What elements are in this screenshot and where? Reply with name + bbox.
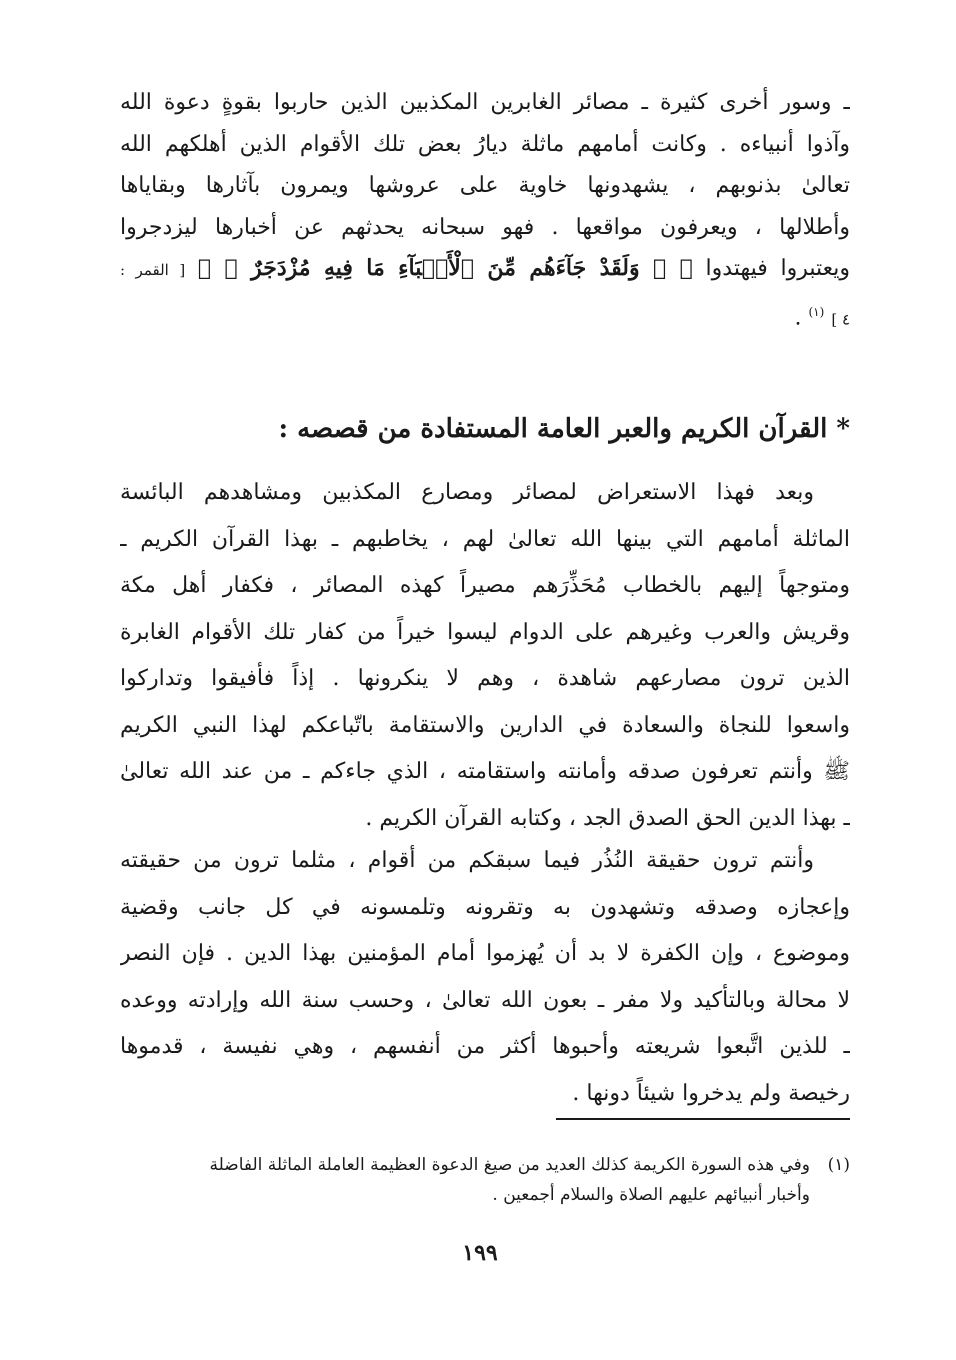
text-line: ـ للذين اتَّبعوا شريعته وأحبوها أكثر من أنفسهم ، وهي نفيسة ، قدموها <box>120 1034 850 1059</box>
footnote-line: وفي هذه السورة الكريمة كذلك العديد من صيغ الدعوة العظيمة العاملة الماثلة الفاضلة <box>209 1155 810 1175</box>
text-line: ﷺ وأنتم تعرفون صدقه وأمانته واستقامته ، الذي جاءكم ـ من عند الله تعالىٰ <box>120 759 850 784</box>
paragraph-3 <box>120 838 850 1117</box>
text-line: ومتوجهاً إليهم بالخطاب مُحَذِّرَهم مصيراً كهذه المصائر ، فكفار أهل مكة <box>120 573 850 598</box>
footnote-row <box>136 1150 850 1210</box>
text-line: تعالىٰ بذنوبهم ، يشهدونها خاوية على عروشها ويمرون بآثارها وبقاياها <box>120 173 850 198</box>
paragraph-2 <box>120 470 850 842</box>
text-line: رخيصة ولم يدخروا شيئاً دونها . <box>572 1080 850 1106</box>
text-line: ـ بهذا الدين الحق الصدق الجد ، وكتابه القرآن الكريم . <box>365 805 850 831</box>
body-paragraph <box>120 838 850 1117</box>
text-line: وقريش والعرب وغيرهم على الدوام ليسوا خيراً من كفار تلك الأقوام الغابرة <box>120 619 850 645</box>
text-line: وأنتم ترون حقيقة النُذُر فيما سبقكم من أقوام ، مثلما ترون من حقيقته <box>120 848 814 873</box>
quran-reference: [ القمر : <box>120 261 186 279</box>
text-line: ـ وسور أخرى كثيرة ـ مصائر الغابرين المكذبين الذين حاربوا بقوةٍ دعوة الله <box>120 90 850 115</box>
quran-verse: ﴿ ﴾ وَلَقَدْ جَآءَهُم مِّنَ ٱلْأَنۢبَآءِ مَا فِيهِ مُزْدَجَرٌ ﴿ ﴾ <box>197 255 693 281</box>
text-line: وموضوع ، وإن الكفرة لا بد أن يُهزموا أمام المؤمنين بهذا الدين . فإن النصر <box>120 941 850 966</box>
footnote <box>136 1150 850 1210</box>
top-passage <box>120 82 850 340</box>
end-dot: . <box>794 304 802 330</box>
top-paragraph <box>120 82 850 340</box>
text-line: وأطلالها ، ويعرفون مواقعها . فهو سبحانه يحدثهم عن أخبارها ليزدجروا <box>120 214 850 240</box>
page-number: ١٩٩ <box>462 1240 498 1266</box>
text-line: واسعوا للنجاة والسعادة في الدارين والاستقامة باتّباعكم لهذا النبي الكريم <box>120 712 850 738</box>
footnote-text <box>136 1150 810 1210</box>
text-line: الذين ترون مصارعهم شاهدة ، وهم لا ينكرونها . إذاً فأفيقوا وتداركوا <box>120 666 850 691</box>
quran-lead-text: ويعتبروا فيهتدوا <box>705 256 850 281</box>
reference-tail-line <box>120 292 850 341</box>
section-heading: * القرآن الكريم والعبر العامة المستفادة من قصصه : <box>278 414 850 444</box>
footnote-number: (١) <box>827 1155 850 1175</box>
footnote-line: وأخبار أنبيائهم عليهم الصلاة والسلام أجمعين . <box>492 1185 810 1205</box>
quran-line <box>120 248 850 292</box>
text-line: لا محالة وبالتأكيد ولا مفر ـ بعون الله تعالىٰ ، وحسب سنة الله وإرادته ووعده <box>120 987 850 1013</box>
footnote-divider <box>556 1118 850 1120</box>
body-paragraph <box>120 470 850 842</box>
quran-reference-tail: ٤ ] <box>831 309 850 328</box>
text-line: وبعد فهذا الاستعراض لمصائر ومصارع المكذبين ومشاهدهم البائسة <box>120 480 814 505</box>
footnote-marker: (١) <box>808 304 825 319</box>
text-line: وإعجازه وصدقه وتشهدون به وتقرونه وتلمسونه في كل جانب وقضية <box>120 894 850 920</box>
text-line: الماثلة أمامهم التي بينها الله تعالىٰ لهم ، يخاطبهم ـ بهذا القرآن الكريم ـ <box>120 526 850 552</box>
text-line: وآذوا أنبياءه . وكانت أمامهم ماثلة ديارُ بعض تلك الأقوام الذين أهلكهم الله <box>120 131 850 157</box>
